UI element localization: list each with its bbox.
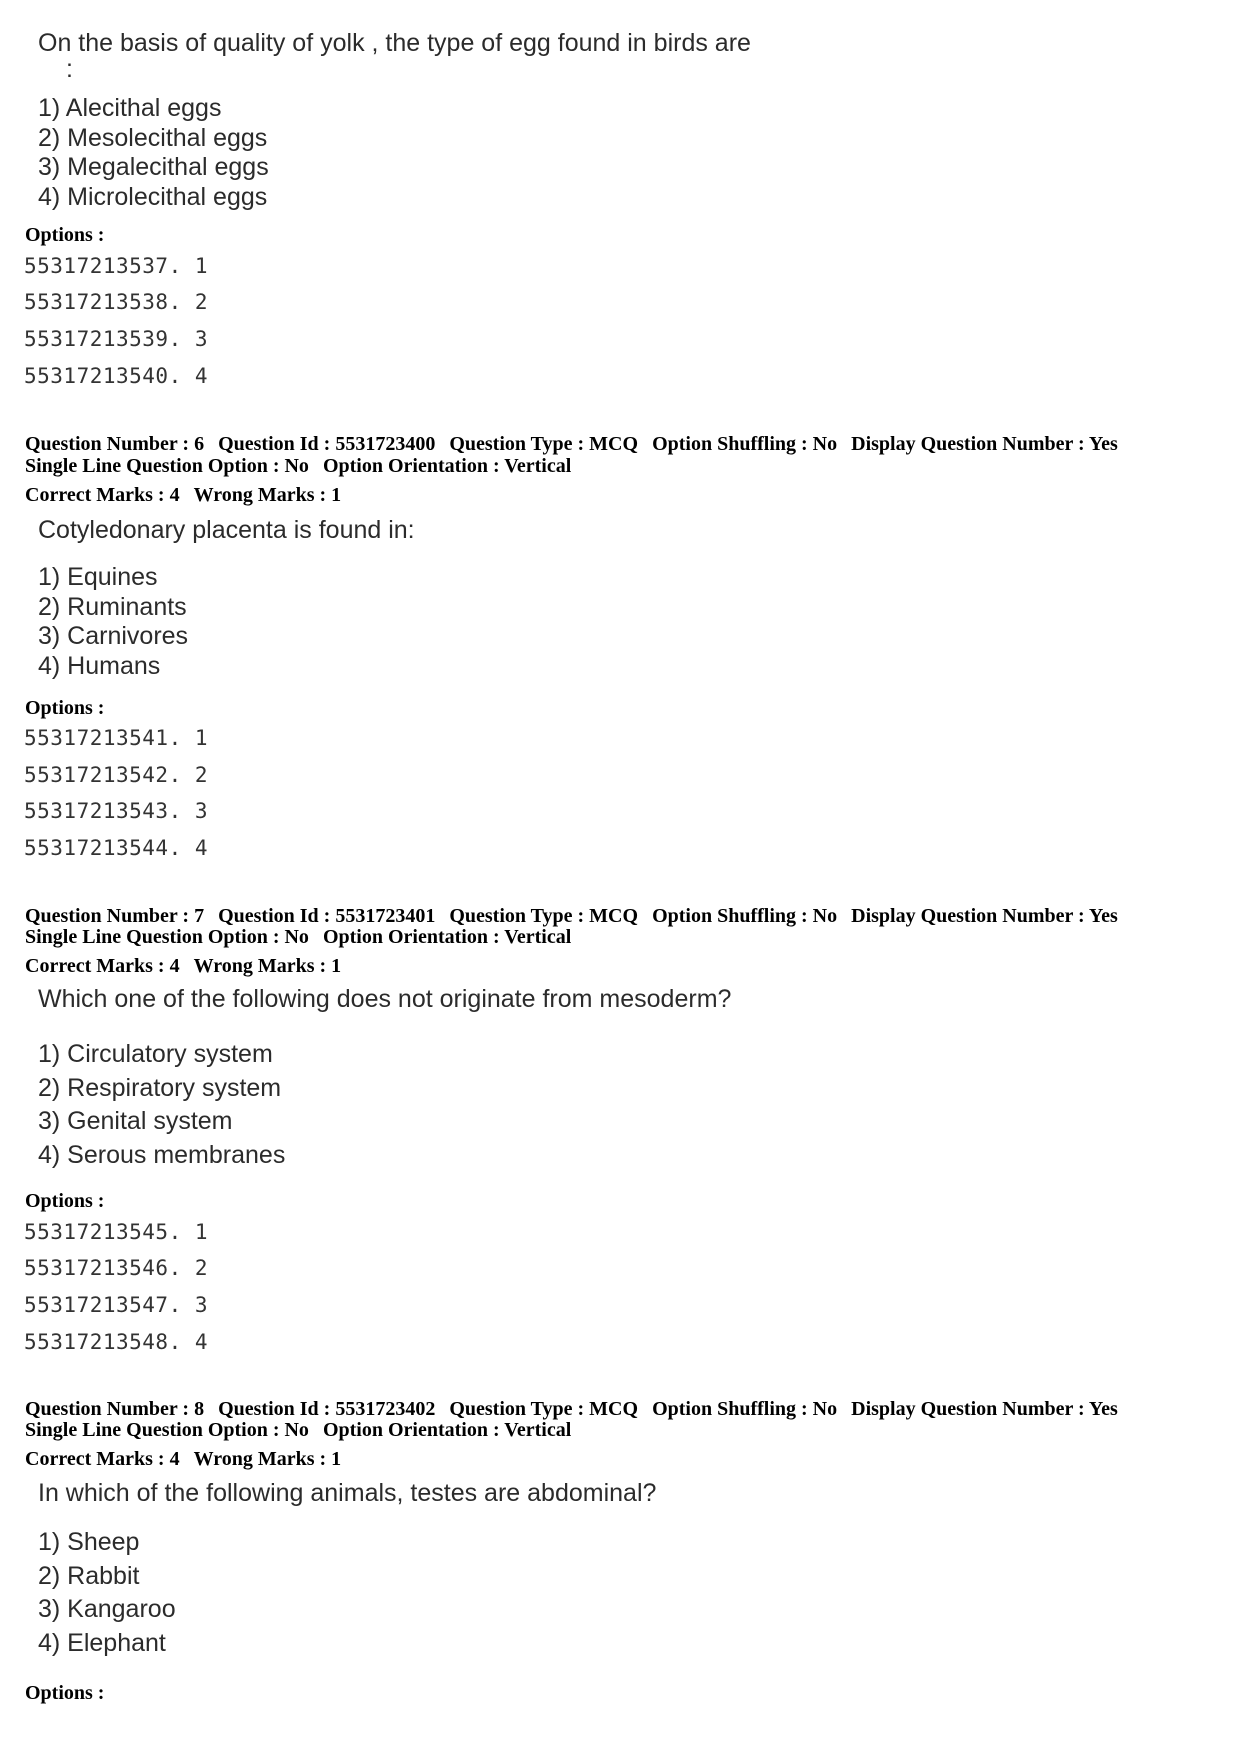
question-8-single-line: Single Line Question Option : No xyxy=(25,1419,309,1441)
question-8-correct-marks: Correct Marks : 4 xyxy=(25,1448,180,1470)
question-8-meta-line-3 xyxy=(25,1449,355,1470)
question-5-stem-colon: : xyxy=(66,55,73,83)
question-5-choice-1: 1) Alecithal eggs xyxy=(38,94,222,122)
question-6-options-label: Options : xyxy=(25,697,105,719)
question-6-correct-marks: Correct Marks : 4 xyxy=(25,484,180,506)
question-5-option-3: 55317213539. 3 xyxy=(24,327,209,351)
question-8-display-number: Display Question Number : Yes xyxy=(851,1398,1118,1420)
question-6-id: Question Id : 5531723400 xyxy=(218,433,436,455)
question-6-display-number: Display Question Number : Yes xyxy=(851,433,1118,455)
question-7-shuffling: Option Shuffling : No xyxy=(652,905,838,927)
question-5-image xyxy=(38,28,751,212)
question-8-choice-1: 1) Sheep xyxy=(38,1528,140,1556)
question-6-option-4: 55317213544. 4 xyxy=(24,836,209,860)
question-7-option-3: 55317213547. 3 xyxy=(24,1293,209,1317)
question-6-shuffling: Option Shuffling : No xyxy=(652,433,838,455)
question-6-wrong-marks: Wrong Marks : 1 xyxy=(193,484,342,506)
question-8-stem: In which of the following animals, testes are abdominal? xyxy=(38,1479,657,1507)
question-7-orientation: Option Orientation : Vertical xyxy=(322,926,572,948)
question-7-stem: Which one of the following does not originate from mesoderm? xyxy=(38,985,732,1013)
question-7-correct-marks: Correct Marks : 4 xyxy=(25,955,180,977)
question-7-image xyxy=(38,984,731,1172)
question-7-option-2: 55317213546. 2 xyxy=(24,1256,209,1280)
question-8-choice-3: 3) Kangaroo xyxy=(38,1595,176,1623)
question-5-choice-3: 3) Megalecithal eggs xyxy=(38,153,269,181)
question-6-single-line: Single Line Question Option : No xyxy=(25,455,309,477)
question-5-option-4: 55317213540. 4 xyxy=(24,364,209,388)
question-5-option-2: 55317213538. 2 xyxy=(24,290,209,314)
question-7-single-line: Single Line Question Option : No xyxy=(25,926,309,948)
question-6-meta-line-1 xyxy=(25,434,1132,455)
question-7-choice-1: 1) Circulatory system xyxy=(38,1040,273,1068)
question-7-option-1: 55317213545. 1 xyxy=(24,1220,209,1244)
question-8-image xyxy=(38,1478,656,1660)
question-7-display-number: Display Question Number : Yes xyxy=(851,905,1118,927)
question-7-choice-4: 4) Serous membranes xyxy=(38,1140,286,1169)
question-8-type: Question Type : MCQ xyxy=(449,1398,639,1420)
question-8-choice-4: 4) Elephant xyxy=(38,1628,166,1657)
question-5-choice-4: 4) Microlecithal eggs xyxy=(38,182,268,211)
question-6-type: Question Type : MCQ xyxy=(449,433,639,455)
question-6-meta-line-3 xyxy=(25,485,355,506)
question-5-stem: On the basis of quality of yolk , the type of egg found in birds are xyxy=(38,29,751,57)
question-6-choice-2: 2) Ruminants xyxy=(38,592,187,621)
question-6-option-2: 55317213542. 2 xyxy=(24,763,209,787)
question-8-options-label: Options : xyxy=(25,1682,105,1704)
question-6-image xyxy=(38,515,415,681)
question-7-choice-3: 3) Genital system xyxy=(38,1107,233,1135)
question-6-number: Question Number : 6 xyxy=(25,433,205,455)
question-8-shuffling: Option Shuffling : No xyxy=(652,1398,838,1420)
question-7-meta-line-2 xyxy=(25,927,585,948)
question-6-orientation: Option Orientation : Vertical xyxy=(322,455,572,477)
question-6-option-3: 55317213543. 3 xyxy=(24,799,209,823)
question-6-choice-4: 4) Humans xyxy=(38,651,161,680)
question-8-number: Question Number : 8 xyxy=(25,1398,205,1420)
question-5-options-label: Options : xyxy=(25,224,105,246)
question-7-choice-2: 2) Respiratory system xyxy=(38,1073,282,1102)
question-7-id: Question Id : 5531723401 xyxy=(218,905,436,927)
question-8-wrong-marks: Wrong Marks : 1 xyxy=(193,1448,342,1470)
question-7-wrong-marks: Wrong Marks : 1 xyxy=(193,955,342,977)
question-6-choice-1: 1) Equines xyxy=(38,563,158,591)
question-8-orientation: Option Orientation : Vertical xyxy=(322,1419,572,1441)
question-8-meta-line-2 xyxy=(25,1420,585,1441)
question-6-choice-3: 3) Carnivores xyxy=(38,622,189,650)
question-7-number: Question Number : 7 xyxy=(25,905,205,927)
question-7-option-4: 55317213548. 4 xyxy=(24,1330,209,1354)
question-7-type: Question Type : MCQ xyxy=(449,905,639,927)
question-5-option-1: 55317213537. 1 xyxy=(24,254,209,278)
question-8-choice-2: 2) Rabbit xyxy=(38,1561,140,1590)
question-8-id: Question Id : 5531723402 xyxy=(218,1398,436,1420)
question-6-meta-line-2 xyxy=(25,456,585,477)
question-5-choice-2: 2) Mesolecithal eggs xyxy=(38,123,268,152)
question-6-stem: Cotyledonary placenta is found in: xyxy=(38,516,415,544)
question-7-options-label: Options : xyxy=(25,1190,105,1212)
question-6-option-1: 55317213541. 1 xyxy=(24,726,209,750)
question-7-meta-line-1 xyxy=(25,906,1132,927)
question-7-meta-line-3 xyxy=(25,956,355,977)
question-8-meta-line-1 xyxy=(25,1399,1132,1420)
